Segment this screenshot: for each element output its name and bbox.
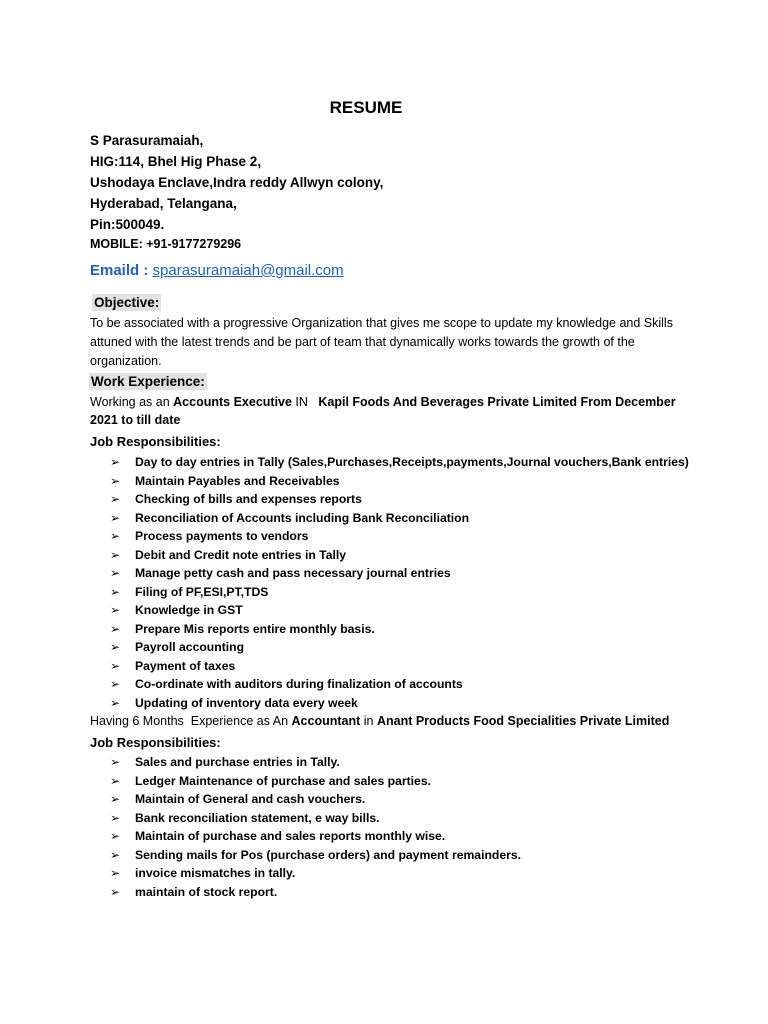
list-item [110, 583, 689, 602]
list-item [110, 564, 689, 583]
address-line-1: HIG:114, Bhel Hig Phase 2, [90, 154, 262, 169]
job1-role: Accounts Executive [173, 395, 292, 409]
list-item-text: Knowledge in GST [135, 603, 243, 617]
list-item [110, 638, 689, 657]
job1-description [90, 395, 676, 409]
arrow-bullet-icon: ➢ [110, 529, 121, 543]
arrow-bullet-icon: ➢ [110, 510, 121, 525]
contact-mobile: MOBILE: +91-9177279296 [90, 237, 242, 251]
objective-text: To be associated with a progressive Organization that gives me scope to update my knowledge and Skills attuned with the latest trends and be part of team that dynamically works towards the growth of the organization. [90, 316, 673, 368]
email-line [90, 262, 344, 279]
job1-company-line2: 2021 to till date [90, 413, 181, 427]
arrow-bullet-icon: ➢ [110, 547, 121, 562]
list-item [110, 546, 689, 565]
list-item-text: maintain of stock report. [135, 884, 278, 899]
list-item [110, 753, 521, 772]
job2-company: Anant Products Food Specialities Private Limited [376, 714, 670, 728]
objective-heading: Objective: [94, 295, 160, 310]
work-experience-heading: Work Experience: [91, 374, 205, 389]
list-item [110, 864, 521, 883]
arrow-bullet-icon: ➢ [110, 810, 121, 825]
arrow-bullet-icon: ➢ [110, 455, 121, 469]
list-item-text: Sales and purchase entries in Tally. [135, 755, 340, 769]
list-item [110, 846, 521, 865]
list-item [110, 827, 521, 846]
arrow-bullet-icon: ➢ [110, 677, 121, 691]
arrow-bullet-icon: ➢ [110, 566, 121, 580]
list-item-text: Reconciliation of Accounts including Bank Reconciliation [135, 510, 470, 525]
address-pin: Pin:500049. [90, 217, 165, 232]
arrow-bullet-icon: ➢ [110, 847, 121, 862]
list-item-text: Manage petty cash and pass necessary journal entries [135, 566, 451, 580]
address-line-2: Ushodaya Enclave,Indra reddy Allwyn colony, [90, 175, 384, 190]
list-item-text: Process payments to vendors [135, 529, 309, 543]
list-item-text: Filing of PF,ESI,PT,TDS [135, 584, 269, 599]
list-item [110, 657, 689, 676]
list-item-text: Maintain Payables and Receivables [135, 473, 340, 488]
list-item [110, 490, 689, 509]
arrow-bullet-icon: ➢ [110, 621, 121, 636]
arrow-bullet-icon: ➢ [110, 603, 121, 617]
arrow-bullet-icon: ➢ [110, 584, 121, 599]
list-item-text: Payment of taxes [135, 658, 236, 673]
job1-mid: IN [291, 395, 319, 409]
job2-prefix: Having 6 Months Experience as An [90, 714, 292, 728]
arrow-bullet-icon: ➢ [110, 866, 121, 880]
list-item-text: Day to day entries in Tally (Sales,Purchases,Receipts,payments,Journal vouchers,Bank entries) [135, 455, 689, 469]
job1-company-line1: Kapil Foods And Beverages Private Limited From December [318, 395, 676, 409]
address-line-3: Hyderabad, Telangana, [90, 196, 237, 211]
list-item-text: Maintain of purchase and sales reports monthly wise. [135, 829, 446, 843]
list-item-text: Prepare Mis reports entire monthly basis. [135, 621, 375, 636]
arrow-bullet-icon: ➢ [110, 640, 121, 654]
list-item-text: Checking of bills and expenses reports [135, 492, 362, 506]
arrow-bullet-icon: ➢ [110, 792, 121, 806]
list-item [110, 527, 689, 546]
list-item-text: Maintain of General and cash vouchers. [135, 792, 366, 806]
list-item-text: Updating of inventory data every week [135, 695, 358, 710]
arrow-bullet-icon: ➢ [110, 492, 121, 506]
list-item-text: Payroll accounting [135, 640, 245, 654]
job1-prefix: Working as an [90, 395, 174, 409]
list-item [110, 883, 521, 902]
job1-responsibilities-heading: Job Responsibilities: [90, 434, 221, 449]
list-item-text: Sending mails for Pos (purchase orders) and payment remainders. [135, 847, 522, 862]
list-item-text: Co-ordinate with auditors during finalization of accounts [135, 677, 463, 691]
arrow-bullet-icon: ➢ [110, 829, 121, 843]
job1-responsibilities-list [110, 453, 689, 712]
list-item-text: Ledger Maintenance of purchase and sales parties. [135, 773, 431, 788]
arrow-bullet-icon: ➢ [110, 884, 121, 899]
contact-block [90, 130, 383, 254]
list-item [110, 675, 689, 694]
list-item [110, 509, 689, 528]
list-item [110, 790, 521, 809]
email-link[interactable]: sparasuramaiah@gmail.com [152, 262, 344, 279]
list-item [110, 453, 689, 472]
list-item-text: Debit and Credit note entries in Tally [135, 547, 347, 562]
job2-description [90, 714, 669, 728]
list-item [110, 601, 689, 620]
list-item [110, 772, 521, 791]
list-item [110, 472, 689, 491]
email-label: Emaild : [90, 262, 153, 279]
list-item [110, 620, 689, 639]
arrow-bullet-icon: ➢ [110, 755, 121, 769]
job2-responsibilities-heading: Job Responsibilities: [90, 735, 221, 750]
contact-name: S Parasuramaiah, [90, 133, 204, 148]
job2-role: Accountant [291, 714, 361, 728]
arrow-bullet-icon: ➢ [110, 658, 121, 673]
job2-mid: in [360, 714, 377, 728]
arrow-bullet-icon: ➢ [110, 773, 121, 788]
arrow-bullet-icon: ➢ [110, 473, 121, 488]
list-item [110, 694, 689, 713]
list-item-text: invoice mismatches in tally. [135, 866, 296, 880]
job2-responsibilities-list [110, 753, 521, 901]
list-item [110, 809, 521, 828]
page-title: RESUME [329, 98, 403, 117]
list-item-text: Bank reconciliation statement, e way bills. [135, 810, 380, 825]
arrow-bullet-icon: ➢ [110, 695, 121, 710]
